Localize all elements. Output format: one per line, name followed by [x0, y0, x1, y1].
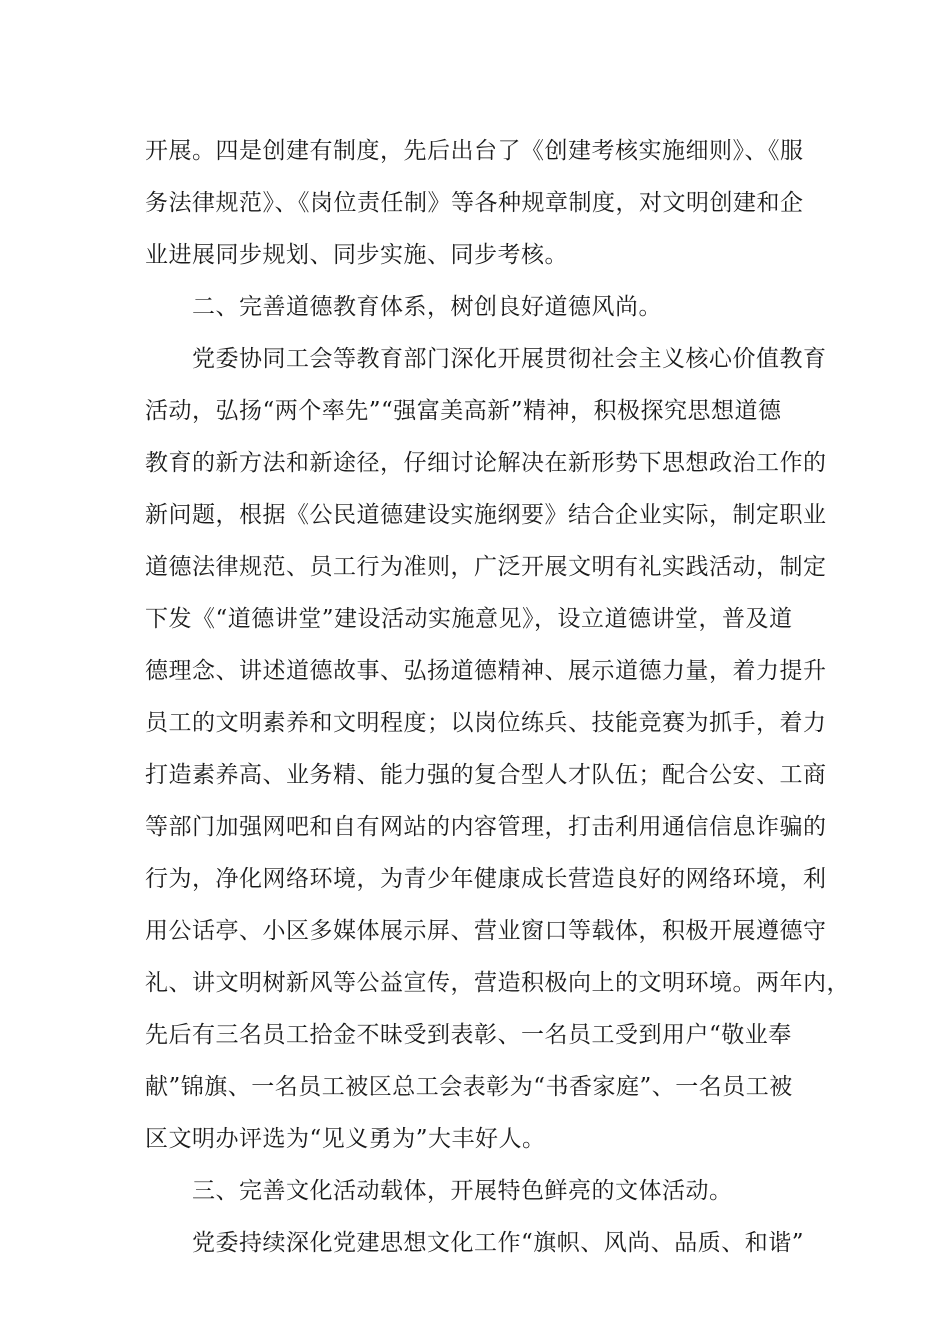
text-line: 新问题，根据《公民道德建设实施纲要》结合企业实际，制定职业: [145, 502, 827, 528]
text-line: 员工的文明素养和文明程度；以岗位练兵、技能竞赛为抓手，着力: [145, 710, 827, 736]
text-line: 先后有三名员工拾金不昧受到表彰、一名员工受到用户“敬业奉: [145, 1022, 792, 1048]
text-line: 党委持续深化党建思想文化工作“旗帜、风尚、品质、和谐”: [192, 1230, 805, 1256]
text-line: 开展。四是创建有制度，先后出台了《创建考核实施细则》、《服: [145, 138, 804, 164]
text-line: 德理念、讲述道德故事、弘扬道德精神、展示道德力量，着力提升: [145, 658, 827, 684]
section-heading: 三、完善文化活动载体，开展特色鲜亮的文体活动。: [192, 1178, 733, 1204]
text-line: 教育的新方法和新途径，仔细讨论解决在新形势下思想政治工作的: [145, 450, 827, 476]
text-line: 务法律规范》、《岗位责任制》等各种规章制度，对文明创建和企: [145, 190, 804, 216]
text-line: 党委协同工会等教育部门深化开展贯彻社会主义核心价值教育: [192, 346, 827, 372]
text-line: 打造素养高、业务精、能力强的复合型人才队伍；配合公安、工商: [145, 762, 827, 788]
text-line: 业进展同步规划、同步实施、同步考核。: [145, 242, 568, 268]
text-line: 行为，净化网络环境，为青少年健康成长营造良好的网络环境，利: [145, 866, 827, 892]
section-heading: 二、完善道德教育体系，树创良好道德风尚。: [192, 294, 662, 320]
text-line: 下发《“道德讲堂”建设活动实施意见》，设立道德讲堂，普及道: [145, 606, 793, 632]
text-line: 道德法律规范、员工行为准则，广泛开展文明有礼实践活动，制定: [145, 554, 827, 580]
text-line: 活动，弘扬“两个率先”“强富美高新”精神，积极探究思想道德: [145, 398, 782, 424]
text-line: 等部门加强网吧和自有网站的内容管理，打击利用通信信息诈骗的: [145, 814, 827, 840]
text-line: 献”锦旗、一名员工被区总工会表彰为“书香家庭”、一名员工被: [145, 1074, 793, 1100]
text-line: 礼、讲文明树新风等公益宣传，营造积极向上的文明环境。两年内，: [145, 970, 850, 996]
text-line: 用公话亭、小区多媒体展示屏、营业窗口等载体，积极开展遵德守: [145, 918, 827, 944]
text-line: 区文明办评选为“见义勇为”大丰好人。: [145, 1126, 546, 1152]
